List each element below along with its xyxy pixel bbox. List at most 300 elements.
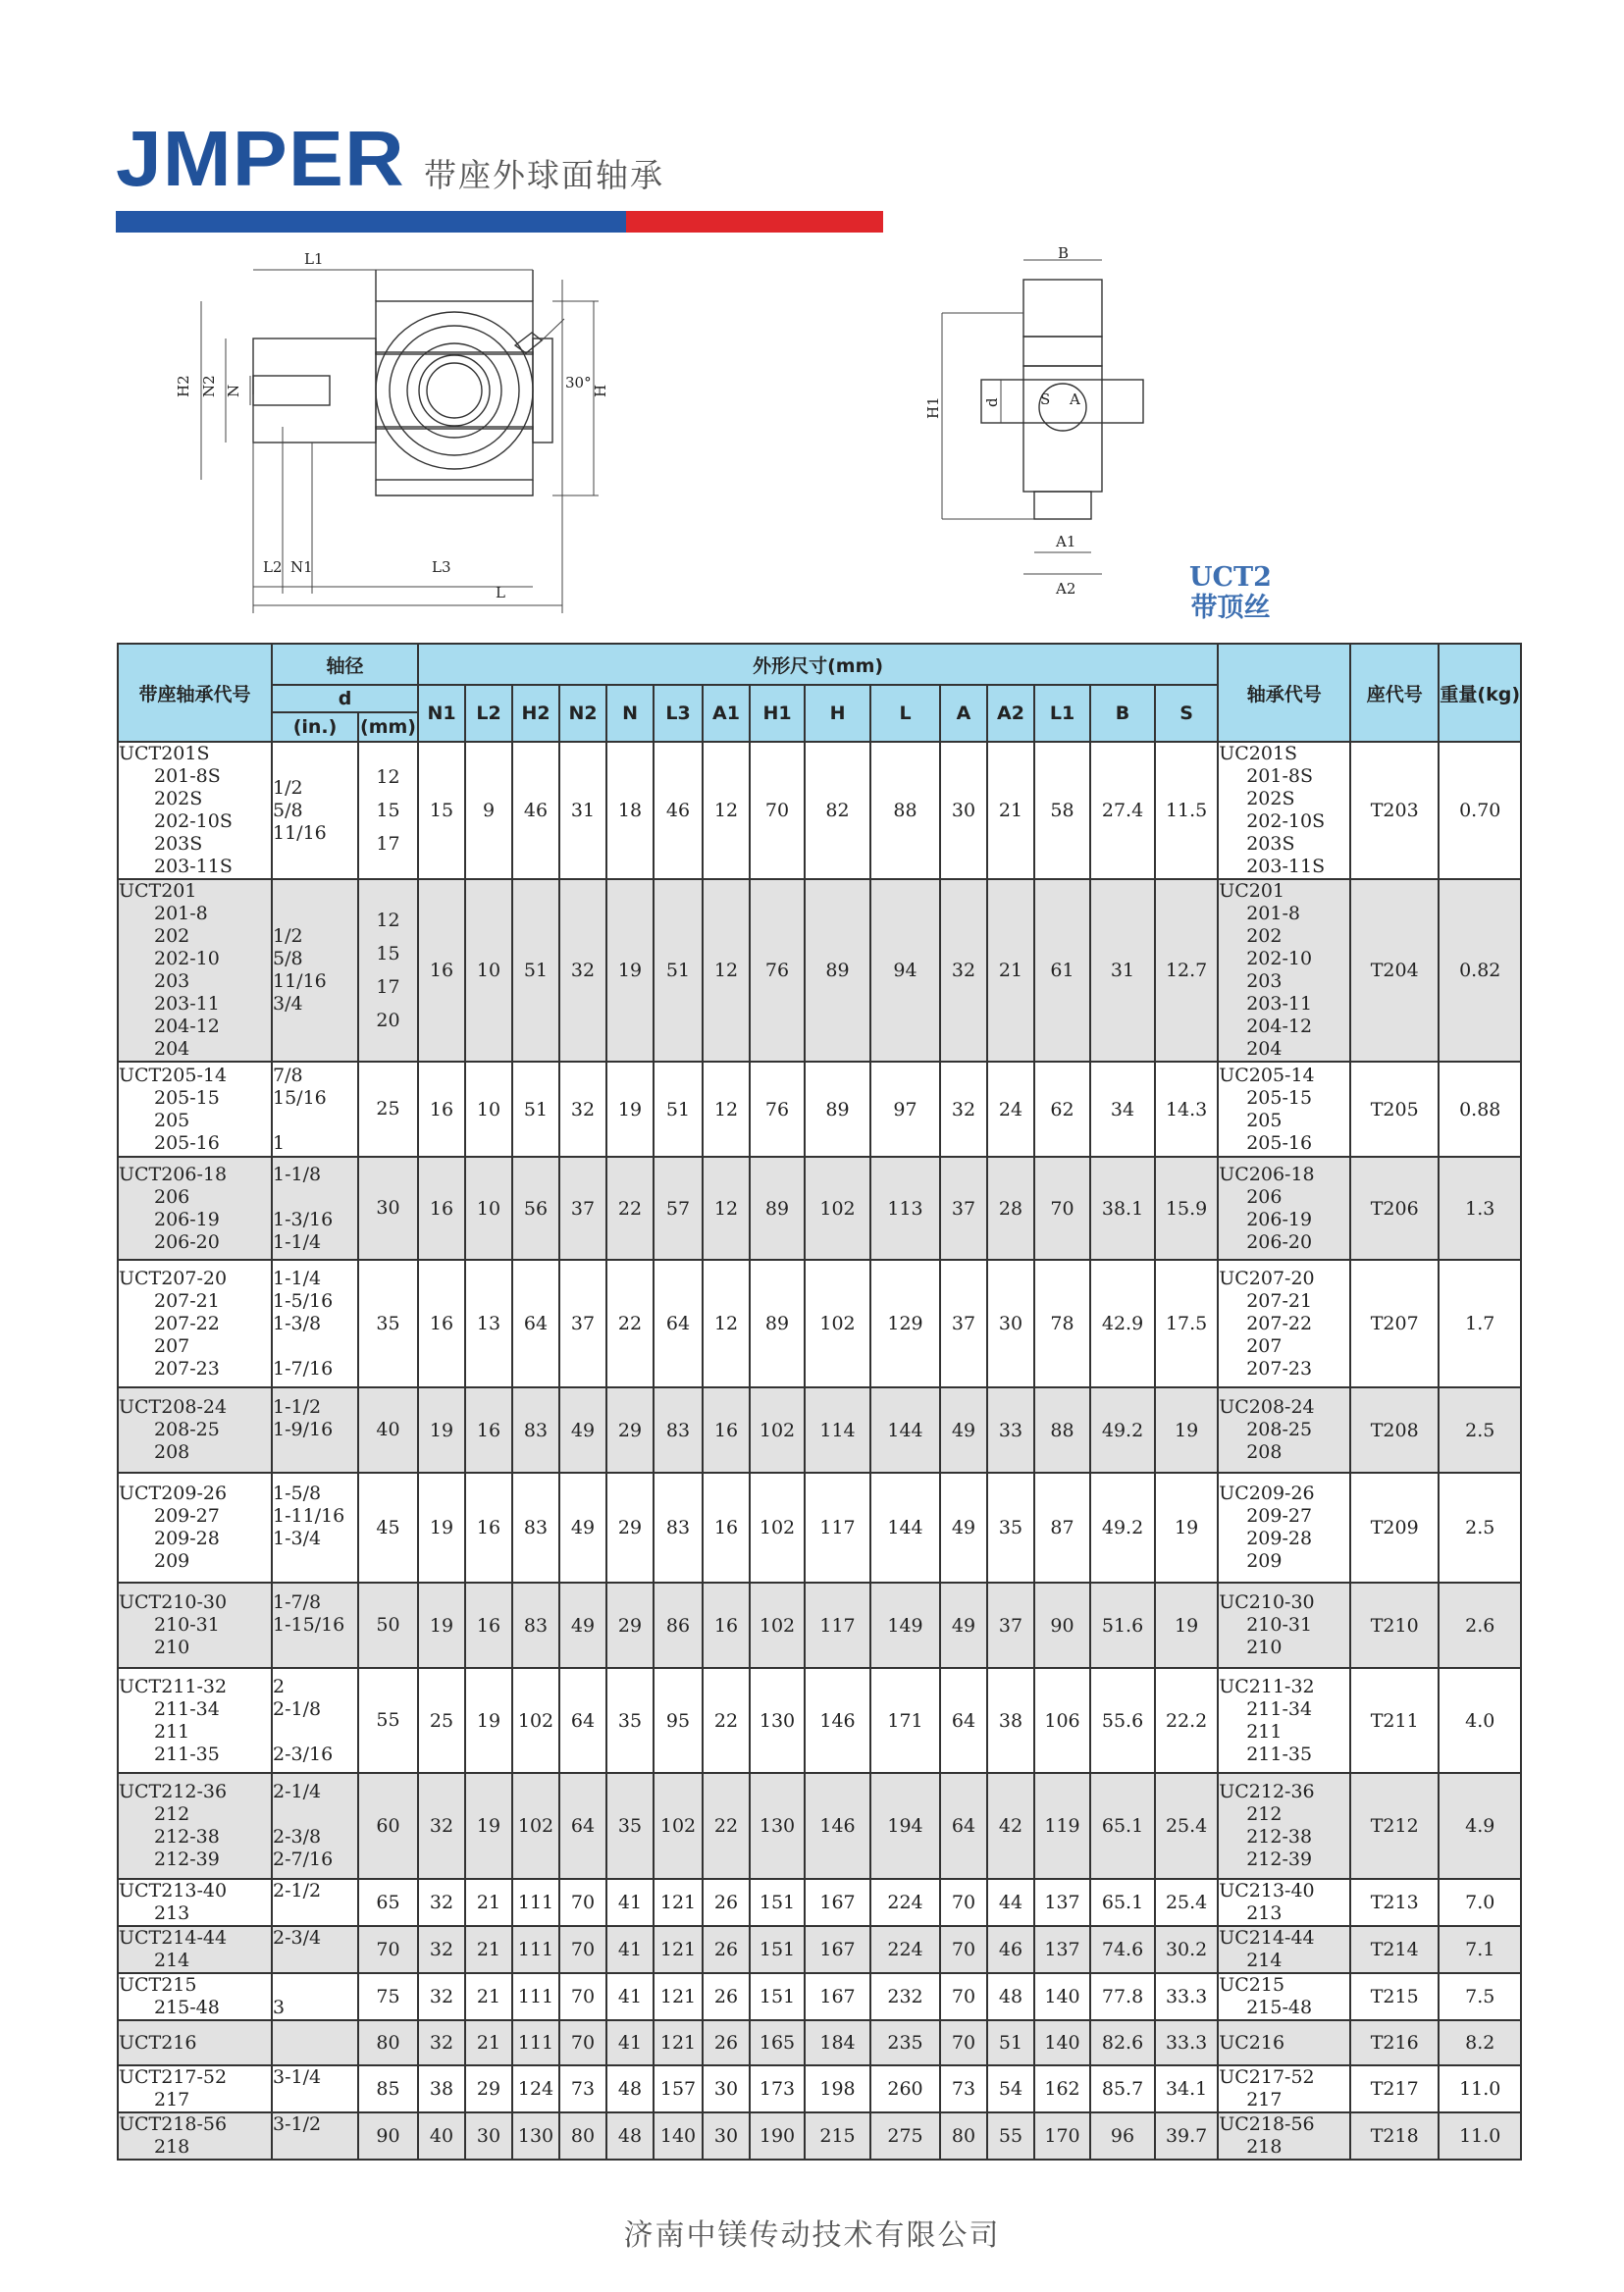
dimension-value: 102 [512,1668,559,1773]
bearing-code: 202S [154,788,203,809]
bearing-code-cell [118,2112,272,2160]
shaft-inch-stack [273,1396,357,1464]
bearing-code: 207-22 [154,1312,220,1334]
header-dim: N1 [418,685,465,742]
side-view [942,260,1143,574]
insert-code: UC214-44 [1219,1927,1315,1949]
bearing-code-cell [118,1583,272,1668]
dimension-value: 16 [418,879,465,1062]
table-row [118,2065,1521,2112]
dimension-value: 55 [987,2112,1034,2160]
bearing-code: 207-23 [154,1357,220,1380]
dimension-value: 151 [750,1879,805,1926]
shaft-mm-cell [358,1973,418,2020]
insert-code: 211 [1246,1720,1283,1743]
shaft-mm-stack [359,1614,417,1637]
insert-code: 202-10S [1246,810,1326,832]
dimension-value: 198 [805,2065,870,2112]
shaft-inch: 1-11/16 [273,1505,345,1527]
housing-code: T206 [1350,1157,1439,1260]
dimension-value: 30 [703,2065,750,2112]
dimension-value: 31 [1090,879,1155,1062]
dimension-value: 121 [654,1926,703,1973]
dimension-value: 70 [559,1926,606,1973]
bearing-code: 205 [154,1109,190,1131]
insert-code: 207-23 [1246,1357,1313,1380]
bearing-code: 213 [154,1902,190,1924]
bearing-code: UCT207-20 [119,1267,228,1289]
dimension-value: 16 [418,1157,465,1260]
weight-value: 1.7 [1439,1260,1521,1387]
shaft-mm: 40 [376,1419,400,1440]
dimension-value: 16 [465,1387,512,1473]
shaft-inch [273,1335,357,1358]
dimension-value: 44 [987,1879,1034,1926]
shaft-inch: 1-15/16 [273,1614,345,1636]
insert-code-stack [1219,1927,1349,1972]
shaft-inch-cell [272,1062,358,1157]
dimension-value: 33.3 [1155,2020,1218,2065]
dimension-value: 224 [870,1879,940,1926]
dimension-value: 70 [1034,1157,1090,1260]
insert-code: 210-31 [1246,1614,1313,1636]
dimension-value: 19 [465,1773,512,1879]
shaft-inch: 2-1/8 [273,1697,322,1720]
shaft-inch: 1-3/16 [273,1208,334,1230]
shaft-mm-stack [359,2078,417,2101]
insert-code: 214 [1246,1950,1283,1971]
shaft-inch: 2-1/4 [273,1781,322,1802]
dimension-value: 12 [703,879,750,1062]
table-row [118,1879,1521,1926]
bearing-code-stack [119,1927,271,1972]
header-dim: L [870,685,940,742]
dimension-value: 146 [805,1668,870,1773]
dimension-value: 22.2 [1155,1668,1218,1773]
insert-code: 202 [1246,925,1283,947]
shaft-inch: 3 [273,1997,286,2018]
shaft-inch [273,1110,357,1132]
header-dim: A2 [987,685,1034,742]
dimension-value: 170 [1034,2112,1090,2160]
bearing-code: UCT201S [119,743,210,764]
dimension-value: 111 [512,1926,559,1973]
weight-value: 0.88 [1439,1062,1521,1157]
shaft-inch-stack [273,2113,357,2159]
weight-value: 4.9 [1439,1773,1521,1879]
dimension-value: 80 [559,2112,606,2160]
bearing-code-stack [119,1065,271,1155]
dimension-value: 37 [940,1157,987,1260]
bearing-code: UCT201 [119,880,197,902]
dimension-value: 26 [703,1879,750,1926]
shaft-mm-stack [359,1419,417,1441]
dimension-value: 88 [870,742,940,879]
dimension-value: 194 [870,1773,940,1879]
dimension-value: 111 [512,1879,559,1926]
dimension-value: 46 [654,742,703,879]
header-bar-red [626,211,883,233]
dimension-value: 83 [654,1387,703,1473]
weight-value: 7.0 [1439,1879,1521,1926]
insert-code: 205-16 [1246,1131,1313,1154]
bearing-code: 211-35 [154,1743,220,1765]
dimension-value: 32 [418,2020,465,2065]
insert-code-stack [1219,2032,1349,2055]
shaft-mm-cell [358,1387,418,1473]
dimension-value: 30.2 [1155,1926,1218,1973]
dimension-value: 9 [465,742,512,879]
shaft-mm-cell [358,1260,418,1387]
label-A1: A1 [1056,533,1076,550]
weight-value: 8.2 [1439,2020,1521,2065]
dimension-value: 37 [559,1260,606,1387]
bearing-code-stack [119,880,271,1061]
insert-code: UC213-40 [1219,1880,1315,1901]
dimension-value: 26 [703,1973,750,2020]
shaft-inch: 1 [273,1131,286,1154]
dimension-value: 39.7 [1155,2112,1218,2160]
dimension-value: 85.7 [1090,2065,1155,2112]
bearing-code: 201-8S [154,765,221,787]
dimension-value: 16 [703,1583,750,1668]
weight-value: 2.6 [1439,1583,1521,1668]
shaft-inch: 2-3/4 [273,1927,322,1949]
shaft-inch-stack [273,1676,357,1766]
shaft-inch: 1-9/16 [273,1419,334,1440]
bearing-code: UCT210-30 [119,1591,228,1613]
shaft-inch-cell [272,1583,358,1668]
spec-table-head [118,644,1521,742]
housing-code: T207 [1350,1260,1439,1387]
dimension-value: 119 [1034,1773,1090,1879]
bearing-code-cell [118,1879,272,1926]
shaft-mm-cell [358,879,418,1062]
shaft-inch: 1-7/16 [273,1357,334,1380]
shaft-inch: 2 [273,1675,286,1697]
dimension-value: 32 [559,879,606,1062]
header-weight: 重量(kg) [1439,644,1521,742]
shaft-inch [273,1950,357,1972]
dimension-value: 275 [870,2112,940,2160]
insert-code-stack [1219,1164,1349,1254]
bearing-code: UCT212-36 [119,1781,228,1802]
shaft-mm-cell [358,1157,418,1260]
page-subtitle: 带座外球面轴承 [424,156,664,194]
shaft-mm: 12 [376,766,400,788]
weight-value: 11.0 [1439,2065,1521,2112]
bearing-code-cell [118,879,272,1062]
dimension-value: 51.6 [1090,1583,1155,1668]
dimension-value: 16 [703,1473,750,1583]
dimension-value: 64 [512,1260,559,1387]
insert-code: 201-8S [1246,765,1314,787]
header-dim: H [805,685,870,742]
dimension-value: 27.4 [1090,742,1155,879]
insert-code-cell [1218,1473,1350,1583]
housing-code: T213 [1350,1879,1439,1926]
shaft-mm: 80 [376,2031,400,2054]
insert-code-stack [1219,743,1349,878]
bearing-code: 202 [154,925,190,947]
insert-code: 206-20 [1246,1230,1313,1253]
shaft-inch: 1/2 [273,776,303,799]
bearing-code-stack [119,2066,271,2111]
shaft-mm-cell [358,1583,418,1668]
dimension-value: 137 [1034,1926,1090,1973]
bearing-code-cell [118,1157,272,1260]
dimension-value: 10 [465,879,512,1062]
label-H: H [592,384,609,397]
dimension-value: 82 [805,742,870,879]
bearing-code: 206-19 [154,1208,220,1230]
bearing-code-stack [119,743,271,878]
insert-code: 203S [1246,833,1295,855]
dimension-value: 70 [559,1879,606,1926]
dimension-value: 48 [606,2112,654,2160]
shaft-inch: 11/16 [273,970,327,992]
label-d: d [983,397,1001,407]
insert-code-cell [1218,1668,1350,1773]
shaft-inch: 1-1/4 [273,1230,322,1253]
dimension-value: 144 [870,1387,940,1473]
bearing-code-cell [118,1973,272,2020]
bearing-code: UCT217-52 [119,2066,228,2088]
bearing-code-cell [118,1773,272,1879]
shaft-mm-stack [359,2032,417,2055]
dimension-value: 102 [805,1157,870,1260]
dimension-value: 14.3 [1155,1062,1218,1157]
shaft-mm-cell [358,2112,418,2160]
shaft-inch: 1-5/16 [273,1289,334,1312]
bearing-code: 215-48 [154,1997,220,2018]
insert-code: UC208-24 [1219,1396,1315,1418]
bearing-code: 206 [154,1185,190,1208]
series-label [1189,562,1272,623]
dimension-value: 21 [465,1879,512,1926]
insert-code-cell [1218,1879,1350,1926]
dimension-value: 121 [654,1973,703,2020]
dimension-value: 157 [654,2065,703,2112]
dimension-value: 12.7 [1155,879,1218,1062]
dimension-value: 22 [606,1260,654,1387]
header-dim: L3 [654,685,703,742]
weight-value: 0.70 [1439,742,1521,879]
bearing-code: 206-20 [154,1230,220,1253]
dimension-value: 49 [940,1387,987,1473]
dimension-value: 33.3 [1155,1973,1218,2020]
bearing-code: 209 [154,1550,190,1572]
bearing-code: 203 [154,970,190,992]
bearing-code: 207-21 [154,1289,220,1312]
insert-code: 212-39 [1246,1849,1313,1870]
front-view [201,270,599,613]
bearing-code-cell [118,2065,272,2112]
table-row [118,1773,1521,1879]
dimension-value: 89 [805,879,870,1062]
shaft-inch: 1-3/4 [273,1528,322,1549]
bearing-code: 203S [154,833,203,855]
shaft-inch: 3-1/4 [273,2066,322,2088]
shaft-mm: 12 [376,910,400,931]
dimension-value: 90 [1034,1583,1090,1668]
insert-code: UC212-36 [1219,1781,1315,1802]
table-row [118,879,1521,1062]
insert-code-cell [1218,1973,1350,2020]
insert-code-cell [1218,2020,1350,2065]
shaft-mm-cell [358,1926,418,1973]
shaft-inch-stack [273,1483,357,1573]
shaft-inch: 3/4 [273,993,303,1015]
shaft-inch-stack [273,1974,357,2019]
shaft-mm-stack [359,1197,417,1220]
insert-code: 204-12 [1246,1016,1313,1037]
dimension-value: 46 [512,742,559,879]
shaft-inch: 1-1/2 [273,1396,322,1418]
dimension-value: 32 [418,1926,465,1973]
insert-code-stack [1219,1591,1349,1659]
dimension-value: 83 [512,1583,559,1668]
dimension-value: 32 [418,1773,465,1879]
insert-code: 217 [1246,2089,1283,2110]
bearing-code: UCT215 [119,1974,197,1996]
shaft-mm-cell [358,1668,418,1773]
insert-code-stack [1219,1781,1349,1871]
header-dim: A [940,685,987,742]
bearing-code: UCT209-26 [119,1483,228,1504]
housing-code: T212 [1350,1773,1439,1879]
shaft-inch-cell [272,2020,358,2065]
dimension-value: 58 [1034,742,1090,879]
label-B: B [1058,244,1070,262]
label-angle: 30° [565,374,592,391]
dimension-value: 22 [703,1773,750,1879]
shaft-mm-cell [358,1879,418,1926]
dimension-value: 78 [1034,1260,1090,1387]
insert-code-stack [1219,1483,1349,1573]
insert-code: UC216 [1219,2031,1285,2054]
table-row [118,1157,1521,1260]
dimension-value: 31 [559,742,606,879]
bearing-code: 202-10 [154,948,220,969]
dimension-value: 19 [1155,1387,1218,1473]
table-row [118,1260,1521,1387]
insert-code: 209-27 [1246,1505,1313,1527]
dimension-value: 29 [606,1387,654,1473]
weight-value: 0.82 [1439,879,1521,1062]
shaft-mm: 25 [376,1098,400,1120]
header-dim: N [606,685,654,742]
shaft-inch: 7/8 [273,1064,303,1086]
bearing-code-stack [119,2032,271,2055]
shaft-inch-stack [273,777,357,845]
dimension-value: 12 [703,1062,750,1157]
housing-code: T204 [1350,879,1439,1062]
insert-code-cell [1218,742,1350,879]
bearing-code: UCT216 [119,2031,197,2054]
bearing-code: UCT205-14 [119,1064,228,1086]
housing-code: T218 [1350,2112,1439,2160]
bearing-code: UCT211-32 [119,1675,228,1697]
insert-code: 211-35 [1246,1743,1313,1765]
shaft-inch: 3-1/2 [273,2113,322,2135]
dimension-value: 130 [512,2112,559,2160]
insert-code-stack [1219,1396,1349,1464]
side-view-labels [924,244,1080,598]
header-dim: L1 [1034,685,1090,742]
insert-code: UC207-20 [1219,1267,1315,1289]
dimension-value: 65.1 [1090,1773,1155,1879]
housing-code: T214 [1350,1926,1439,1973]
label-H2: H2 [175,375,192,397]
dimension-value: 102 [805,1260,870,1387]
header-dim: N2 [559,685,606,742]
insert-code: 207 [1246,1334,1283,1357]
dimension-value: 96 [1090,2112,1155,2160]
bearing-code: UCT206-18 [119,1163,228,1185]
dimension-value: 130 [750,1773,805,1879]
dimension-value: 41 [606,2020,654,2065]
shaft-mm: 15 [376,943,400,964]
bearing-code: 210-31 [154,1614,220,1636]
insert-code: 203-11S [1246,856,1326,877]
header-dim: B [1090,685,1155,742]
dimension-value: 64 [940,1773,987,1879]
shaft-inch-stack [273,925,357,1016]
shaft-inch: 11/16 [273,821,327,844]
shaft-mm-stack [359,1986,417,2008]
shaft-inch: 2-7/16 [273,1849,334,1870]
bearing-code-stack [119,1483,271,1573]
shaft-mm: 60 [376,1814,400,1837]
shaft-mm-cell [358,1773,418,1879]
dimension-value: 129 [870,1260,940,1387]
shaft-mm-cell [358,2020,418,2065]
dimension-value: 35 [987,1473,1034,1583]
dimension-value: 55.6 [1090,1668,1155,1773]
dimension-value: 65.1 [1090,1879,1155,1926]
bearing-code: 212-38 [154,1826,220,1848]
shaft-mm: 17 [376,833,400,855]
dimension-value: 80 [940,2112,987,2160]
dimension-value: 83 [654,1473,703,1583]
dimension-value: 22 [703,1668,750,1773]
dimension-value: 130 [750,1668,805,1773]
bearing-code: 204 [154,1038,190,1060]
insert-code: 209 [1246,1550,1283,1572]
shaft-inch-cell [272,1473,358,1583]
insert-code: 207-21 [1246,1289,1313,1312]
shaft-inch [273,1974,357,1997]
dimension-value: 77.8 [1090,1973,1155,2020]
dimension-value: 70 [940,1973,987,2020]
dimension-value: 61 [1034,879,1090,1062]
dimension-value: 117 [805,1583,870,1668]
shaft-inch [273,1550,357,1573]
header-shaft: 轴径 [272,644,418,685]
dimension-value: 140 [654,2112,703,2160]
shaft-mm-stack [359,1098,417,1120]
shaft-inch: 2-3/8 [273,1826,322,1848]
dimension-value: 37 [559,1157,606,1260]
dimension-value: 49 [559,1583,606,1668]
dimension-value: 97 [870,1062,940,1157]
header-dim: S [1155,685,1218,742]
dimension-value: 184 [805,2020,870,2065]
weight-value: 1.3 [1439,1157,1521,1260]
shaft-inch-cell [272,1879,358,1926]
insert-code-cell [1218,2112,1350,2160]
